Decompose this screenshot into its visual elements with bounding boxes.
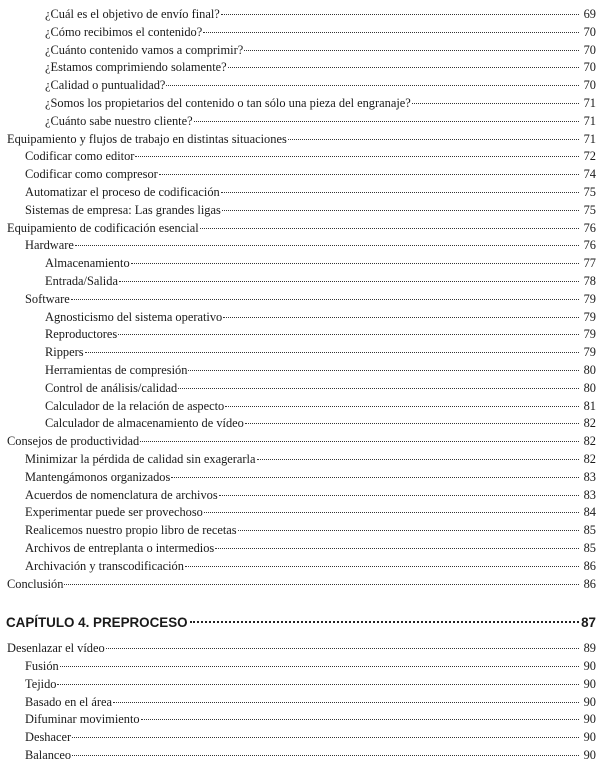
toc-page-number: 71	[583, 95, 596, 110]
toc-entry	[0, 184, 600, 202]
toc-leader-dots	[219, 494, 579, 496]
toc-page-number: 75	[583, 202, 596, 217]
chapter-title: CAPÍTULO 4. PREPROCESO	[6, 615, 188, 631]
toc-leader-dots	[228, 66, 579, 68]
toc-entry	[0, 451, 600, 469]
toc-leader-dots	[244, 49, 579, 51]
toc-entry	[0, 148, 600, 166]
toc-leader-dots	[57, 683, 579, 685]
toc-entry-title: Almacenamiento	[45, 256, 130, 271]
toc-leader-dots	[113, 701, 579, 703]
toc-entry-title: Conclusión	[7, 576, 64, 591]
toc-entry	[0, 220, 600, 238]
toc-leader-dots	[75, 244, 579, 246]
toc-page-number: 90	[583, 712, 596, 727]
toc-page-number: 76	[583, 238, 596, 253]
toc-page-number: 71	[583, 131, 596, 146]
toc-entry-title: ¿Cuánto contenido vamos a comprimir?	[45, 42, 244, 57]
toc-page-number: 70	[583, 42, 596, 57]
toc-entry	[0, 747, 600, 765]
toc-section-chapter-3	[0, 6, 600, 593]
toc-entry-title: ¿Somos los propietarios del contenido o tan sólo una pieza del engranaje?	[45, 95, 411, 110]
toc-leader-dots	[257, 458, 580, 460]
toc-entry-title: Desenlazar el vídeo	[7, 641, 105, 656]
toc-page-number: 70	[583, 78, 596, 93]
toc-leader-dots	[188, 369, 579, 371]
toc-entry-title: Archivación y transcodificación	[25, 558, 184, 573]
toc-entry	[0, 95, 600, 113]
toc-entry-title: ¿Cuánto sabe nuestro cliente?	[45, 113, 193, 128]
toc-entry-title: Tejido	[25, 676, 57, 691]
toc-entry-title: ¿Cuál es el objetivo de envío final?	[45, 7, 220, 21]
toc-entry-title: Herramientas de compresión	[45, 362, 188, 377]
toc-page-number: 79	[583, 291, 596, 306]
toc-page-number: 77	[583, 256, 596, 271]
toc-entry	[0, 131, 600, 149]
toc-page-number: 72	[583, 149, 596, 164]
toc-leader-dots	[64, 583, 579, 585]
toc-page-number: 90	[583, 694, 596, 709]
toc-leader-dots	[221, 13, 579, 15]
toc-page-number: 79	[583, 345, 596, 360]
toc-entry	[0, 433, 600, 451]
toc-section-chapter-4	[0, 640, 600, 765]
toc-page-number: 81	[583, 398, 596, 413]
toc-entry	[0, 658, 600, 676]
toc-entry	[0, 362, 600, 380]
toc-entry-title: Entrada/Salida	[45, 273, 118, 288]
toc-entry	[0, 166, 600, 184]
toc-entry	[0, 540, 600, 558]
toc-entry-title: Control de análisis/calidad	[45, 380, 178, 395]
toc-entry	[0, 59, 600, 77]
toc-entry	[0, 77, 600, 95]
toc-leader-dots	[141, 718, 579, 720]
toc-leader-dots	[288, 138, 579, 140]
toc-entry	[0, 326, 600, 344]
toc-page-number: 82	[583, 451, 596, 466]
chapter-gap	[0, 593, 600, 612]
toc-leader-dots	[204, 511, 579, 513]
toc-leader-dots	[238, 529, 579, 531]
toc-page-number: 86	[583, 558, 596, 573]
toc-entry-title: Basado en el área	[25, 694, 113, 709]
toc-entry	[0, 113, 600, 131]
toc-entry-title: Rippers	[45, 345, 84, 360]
toc-entry-title: ¿Calidad o puntualidad?	[45, 78, 166, 93]
toc-leader-dots	[118, 333, 579, 335]
toc-leader-dots	[85, 351, 579, 353]
toc-leader-dots	[412, 102, 579, 104]
toc-entry	[0, 380, 600, 398]
toc-page-number: 90	[583, 659, 596, 674]
toc-leader-dots	[245, 422, 579, 424]
toc-entry-title: Sistemas de empresa: Las grandes ligas	[25, 202, 221, 217]
toc-entry-title: Hardware	[25, 238, 74, 253]
toc-entry-title: Deshacer	[25, 730, 72, 745]
toc-page-number: 90	[583, 730, 596, 745]
toc-entry-title: Equipamiento de codificación esencial	[7, 220, 199, 235]
toc-leader-dots	[135, 155, 579, 157]
table-of-contents	[0, 6, 600, 765]
toc-page-number: 80	[583, 380, 596, 395]
chapter-page-number: 87	[581, 615, 596, 631]
toc-page-number: 78	[583, 273, 596, 288]
toc-page-number: 84	[583, 505, 596, 520]
toc-entry-title: Experimentar puede ser provechoso	[25, 505, 203, 520]
toc-leader-dots	[71, 298, 579, 300]
toc-entry	[0, 558, 600, 576]
toc-page-number: 85	[583, 540, 596, 555]
toc-page-number: 82	[583, 416, 596, 431]
toc-entry	[0, 415, 600, 433]
toc-leader-dots	[200, 227, 579, 229]
toc-page-number: 71	[583, 113, 596, 128]
toc-entry-title: Acuerdos de nomenclatura de archivos	[25, 487, 218, 502]
toc-entry	[0, 729, 600, 747]
toc-page-number: 82	[583, 434, 596, 449]
toc-page-number: 83	[583, 469, 596, 484]
toc-page-number: 69	[583, 7, 596, 21]
toc-page-number: 90	[583, 676, 596, 691]
toc-entry-title: Fusión	[25, 659, 59, 674]
toc-leader-dots	[203, 31, 579, 33]
toc-page-number: 79	[583, 309, 596, 324]
toc-page-number: 89	[583, 641, 596, 656]
toc-leader-dots	[159, 173, 579, 175]
toc-page-number: 75	[583, 184, 596, 199]
toc-entry	[0, 676, 600, 694]
toc-leader-dots	[60, 665, 579, 667]
toc-entry	[0, 6, 600, 24]
toc-leader-dots	[131, 262, 579, 264]
toc-leader-dots	[171, 476, 579, 478]
toc-page-number: 70	[583, 60, 596, 75]
toc-page-number: 83	[583, 487, 596, 502]
toc-entry	[0, 24, 600, 42]
toc-entry-title: Codificar como editor	[25, 149, 135, 164]
toc-entry	[0, 640, 600, 658]
toc-leader-dots	[225, 405, 579, 407]
toc-entry	[0, 469, 600, 487]
toc-entry	[0, 273, 600, 291]
toc-page-number: 85	[583, 523, 596, 538]
chapter-leader-dots	[190, 620, 580, 623]
toc-entry-title: Automatizar el proceso de codificación	[25, 184, 220, 199]
toc-entry-title: Reproductores	[45, 327, 118, 342]
toc-leader-dots	[166, 84, 579, 86]
toc-leader-dots	[72, 754, 579, 756]
toc-page-number: 90	[583, 748, 596, 763]
toc-page-number: 80	[583, 362, 596, 377]
toc-entry	[0, 398, 600, 416]
toc-entry-title: Equipamiento y flujos de trabajo en distintas situaciones	[7, 131, 287, 146]
toc-entry	[0, 291, 600, 309]
toc-entry-title: Consejos de productividad	[7, 434, 140, 449]
toc-entry	[0, 42, 600, 60]
toc-page-number: 76	[583, 220, 596, 235]
toc-leader-dots	[223, 316, 579, 318]
toc-leader-dots	[185, 565, 579, 567]
toc-entry	[0, 522, 600, 540]
toc-leader-dots	[140, 440, 579, 442]
toc-entry	[0, 711, 600, 729]
chapter-heading	[0, 612, 600, 634]
toc-entry-title: Archivos de entreplanta o intermedios	[25, 540, 215, 555]
toc-entry	[0, 309, 600, 327]
toc-entry-title: Difuminar movimiento	[25, 712, 140, 727]
toc-leader-dots	[119, 280, 579, 282]
toc-entry-title: ¿Estamos comprimiendo solamente?	[45, 60, 227, 75]
toc-leader-dots	[106, 647, 579, 649]
toc-page-number: 79	[583, 327, 596, 342]
toc-entry-title: Minimizar la pérdida de calidad sin exagerarla	[25, 451, 256, 466]
toc-entry-title: Calculador de almacenamiento de vídeo	[45, 416, 244, 431]
toc-entry-title: Calculador de la relación de aspecto	[45, 398, 225, 413]
toc-page-number: 70	[583, 24, 596, 39]
toc-leader-dots	[72, 736, 579, 738]
toc-entry	[0, 237, 600, 255]
toc-entry-title: Mantengámonos organizados	[25, 469, 171, 484]
toc-entry	[0, 694, 600, 712]
toc-leader-dots	[222, 209, 579, 211]
toc-entry	[0, 255, 600, 273]
toc-entry	[0, 344, 600, 362]
toc-leader-dots	[178, 387, 579, 389]
toc-leader-dots	[215, 547, 579, 549]
toc-entry-title: Balanceo	[25, 748, 72, 763]
toc-entry	[0, 487, 600, 505]
toc-page-number: 86	[583, 576, 596, 591]
toc-entry-title: Realicemos nuestro propio libro de recetas	[25, 523, 237, 538]
toc-entry-title: ¿Cómo recibimos el contenido?	[45, 24, 203, 39]
toc-entry-title: Software	[25, 291, 70, 306]
toc-page-number: 74	[583, 167, 596, 182]
toc-entry	[0, 504, 600, 522]
toc-leader-dots	[221, 191, 579, 193]
toc-entry	[0, 202, 600, 220]
toc-leader-dots	[194, 120, 579, 122]
toc-entry-title: Agnosticismo del sistema operativo	[45, 309, 223, 324]
toc-entry-title: Codificar como compresor	[25, 167, 158, 182]
toc-entry	[0, 576, 600, 594]
